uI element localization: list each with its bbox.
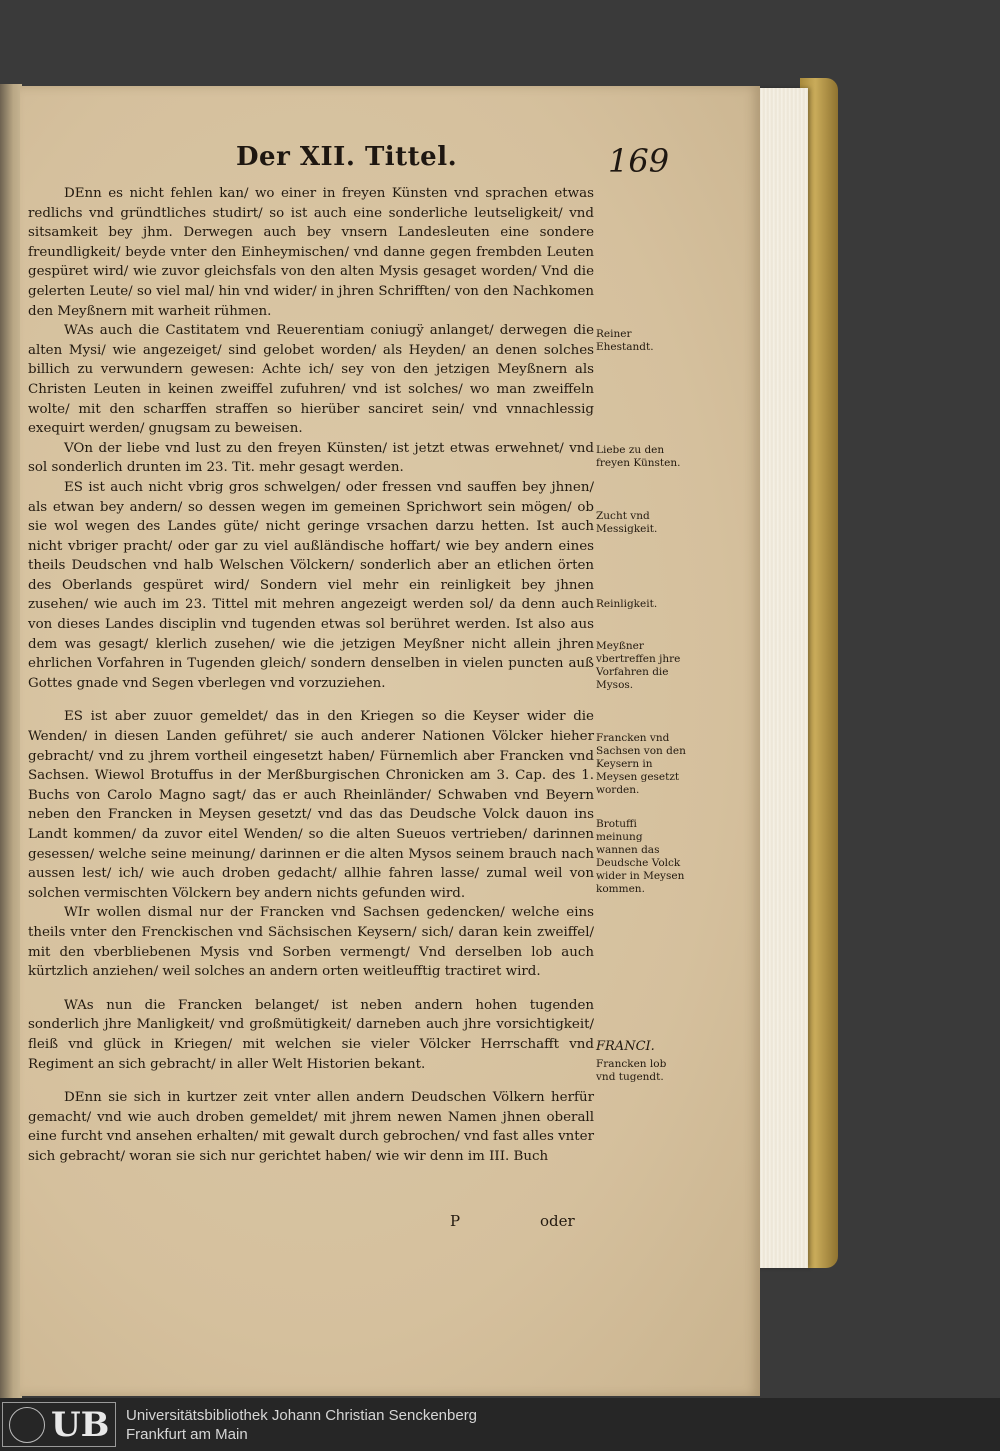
paragraph: WAs nun die Francken belanget/ ist neben andern hohen tugenden sonderlich jhre Manligkeit/ vnd großmütigkeit/ darneben auch jhre vorsichtigkeit/ fleiß vnd glück in Kriegen/ mit welchen sie vieler Völcker Herrschafft vnd Regiment an sich gebracht/ in aller Welt Historien bekant.: [28, 997, 594, 1072]
margin-note: Reinligkeit.: [596, 598, 658, 610]
margin-note: Reiner Ehestandt.: [596, 328, 654, 353]
page-fore-edge: [758, 88, 808, 1268]
paragraph: ES ist auch nicht vbrig gros schwelgen/ oder fressen vnd sauffen bey jhnen/ als etwan bey andern/ so dessen wegen im gemeinen Sprichwort sein mögen/ ob sie wol wegen des Landes güte/ nicht geringe vrsachen darzu hetten. Ist auch nicht vbriger pracht/ oder gar zu viel außländische hoffart/ wie bey andern eines theils Deudschen vnd halb Welschen Völckern/ sonderlich aber an etlichen örten des Oberlands gespüret wird/ Sondern viel mehr ein reinligkeit bey jhnen zusehen/ wie auch im 23. Tittel mit mehren angezeigt werden sol/ da denn auch von dieses Landes disciplin vnd tugenden etwas sol berühret werden. Ist also aus dem was gesagt/ klerlich zusehen/ wie die jetzigen Meyßner nicht allein jhren ehrlichen Vorfahren in Tugenden gleich/ sondern denselben in vielen puncten auß Gottes gnade vnd Segen vberlegen vnd vorzuziehen.: [28, 479, 594, 691]
main-text-block: [28, 184, 594, 1167]
paragraph: WAs auch die Castitatem vnd Reuerentiam coniugÿ anlanget/ derwegen die alten Mysi/ wie angezeiget/ sind gelobet worden/ als Heyden/ an denen solches billich zu verwundern gewesen: Achte ich/ sey von den jetzigen Meyßnern als Christen Leuten in keinen zweiffel zufuhren/ vnd ist solches/ wo man zweiffeln wolte/ mit den scharffen straffen so hierüber sanciret sein/ vnd vnnachlessig exequirt werden/ gnugsam zu beweisen.: [28, 323, 594, 437]
margin-note: Francken lob vnd tugendt.: [596, 1058, 667, 1083]
page-number: 169: [608, 142, 670, 180]
margin-note: Zucht vnd Messigkeit.: [596, 510, 658, 535]
institution-line-1: Universitätsbibliothek Johann Christian Senckenberg: [126, 1407, 478, 1424]
portrait-icon: [9, 1407, 45, 1443]
margin-note: Brotuffi meinung wannen das Deudsche Volck wider in Meysen kommen.: [596, 818, 685, 895]
paragraph: VOn der liebe vnd lust zu den freyen Künsten/ ist jetzt etwas erwehnet/ vnd sol sonderlich drunten im 23. Tit. mehr gesagt werden.: [28, 440, 594, 476]
margin-note: Liebe zu den freyen Künsten.: [596, 444, 681, 469]
paragraph: WIr wollen dismal nur der Francken vnd Sachsen gedencken/ welche eins theils vnter den Frenckischen vnd Sächsischen Keysern/ sich/ daran kein zweiffel/ mit den vberbliebenen Mysis vnd Sorben vermengt/ Vnd derselben lob auch kürtzlich anziehen/ weil solches an andern orten weitleufftig tractiret wird.: [28, 905, 594, 980]
margin-note: FRANCI.: [596, 1039, 655, 1054]
chapter-title: Der XII. Tittel.: [236, 142, 458, 172]
footer-bar: [0, 1398, 1000, 1451]
page-header: [236, 142, 696, 190]
paragraph: ES ist aber zuuor gemeldet/ das in den Kriegen so die Keyser wider die Wenden/ in diesen Landen geführet/ sie auch anderer Nationen Völcker hieher gebracht/ vnd zu jhrem vortheil eingesetzt haben/ Fürnemlich aber Francken vnd Sachsen. Wiewol Brotuffus in der Merßburgischen Chronicken am 3. Cap. des 1. Buchs von Carolo Magno sagt/ das er auch Rheinländer/ Schwaben vnd Beyern neben den Francken in Meysen gesetzt/ vnd das das Deudsche Volck dauon ins Landt kommen/ da zuvor eitel Wenden/ so die alten Sueuos vertrieben/ darinnen gesessen/ welche seine meinung/ darinnen er die alten Mysos seinem brauch nach aussen lest/ ich/ wie auch droben gedacht/ allhie fahren lasse/ zumal weil von solchen vermischten Völckern bey andern nichts gefunden wird.: [28, 709, 594, 901]
catchword: oder: [540, 1212, 575, 1230]
library-logo[interactable]: [2, 1402, 116, 1447]
margin-note: Meyßner vbertreffen jhre Vorfahren die Mysos.: [596, 640, 681, 691]
paragraph: DEnn sie sich in kurtzer zeit vnter allen andern Deudschen Völkern herfür gemacht/ vnd wie auch droben gemeldet/ mit jhrem newen Namen jhnen oberall eine furcht vnd ansehen erhalten/ mit gewalt durch gebrochen/ vnd fast alles vnter sich gebracht/ woran sie sich nur gerichtet haben/ wie wir denn im III. Buch: [28, 1090, 594, 1164]
institution-name: [126, 1406, 477, 1444]
margin-note: Francken vnd Sachsen von den Keysern in Meysen gesetzt worden.: [596, 732, 686, 796]
institution-line-2: Frankfurt am Main: [126, 1426, 248, 1443]
paragraph: DEnn es nicht fehlen kan/ wo einer in freyen Künsten vnd sprachen etwas redlichs vnd gründtliches studirt/ so ist auch eine sonderliche leutseligkeit/ vnd sitsamkeit bey jhm. Derwegen auch bey vnsern Landesleuten eine sondere freundligkeit/ beyde vnter den Einheymischen/ vnd danne gegen frembden Leuten gespüret wird/ wie zuvor gleichsfals von den alten Mysis gesaget worden/ Vnd die gelerten Leute/ so viel mal/ hin vnd wider/ in jhren Schrifften/ von den Nachkomen den Meyßnern mit warheit rühmen.: [28, 186, 594, 319]
left-page-edge: [0, 84, 22, 1414]
signature-mark: P: [450, 1212, 461, 1230]
logo-text: UB: [51, 1405, 110, 1445]
